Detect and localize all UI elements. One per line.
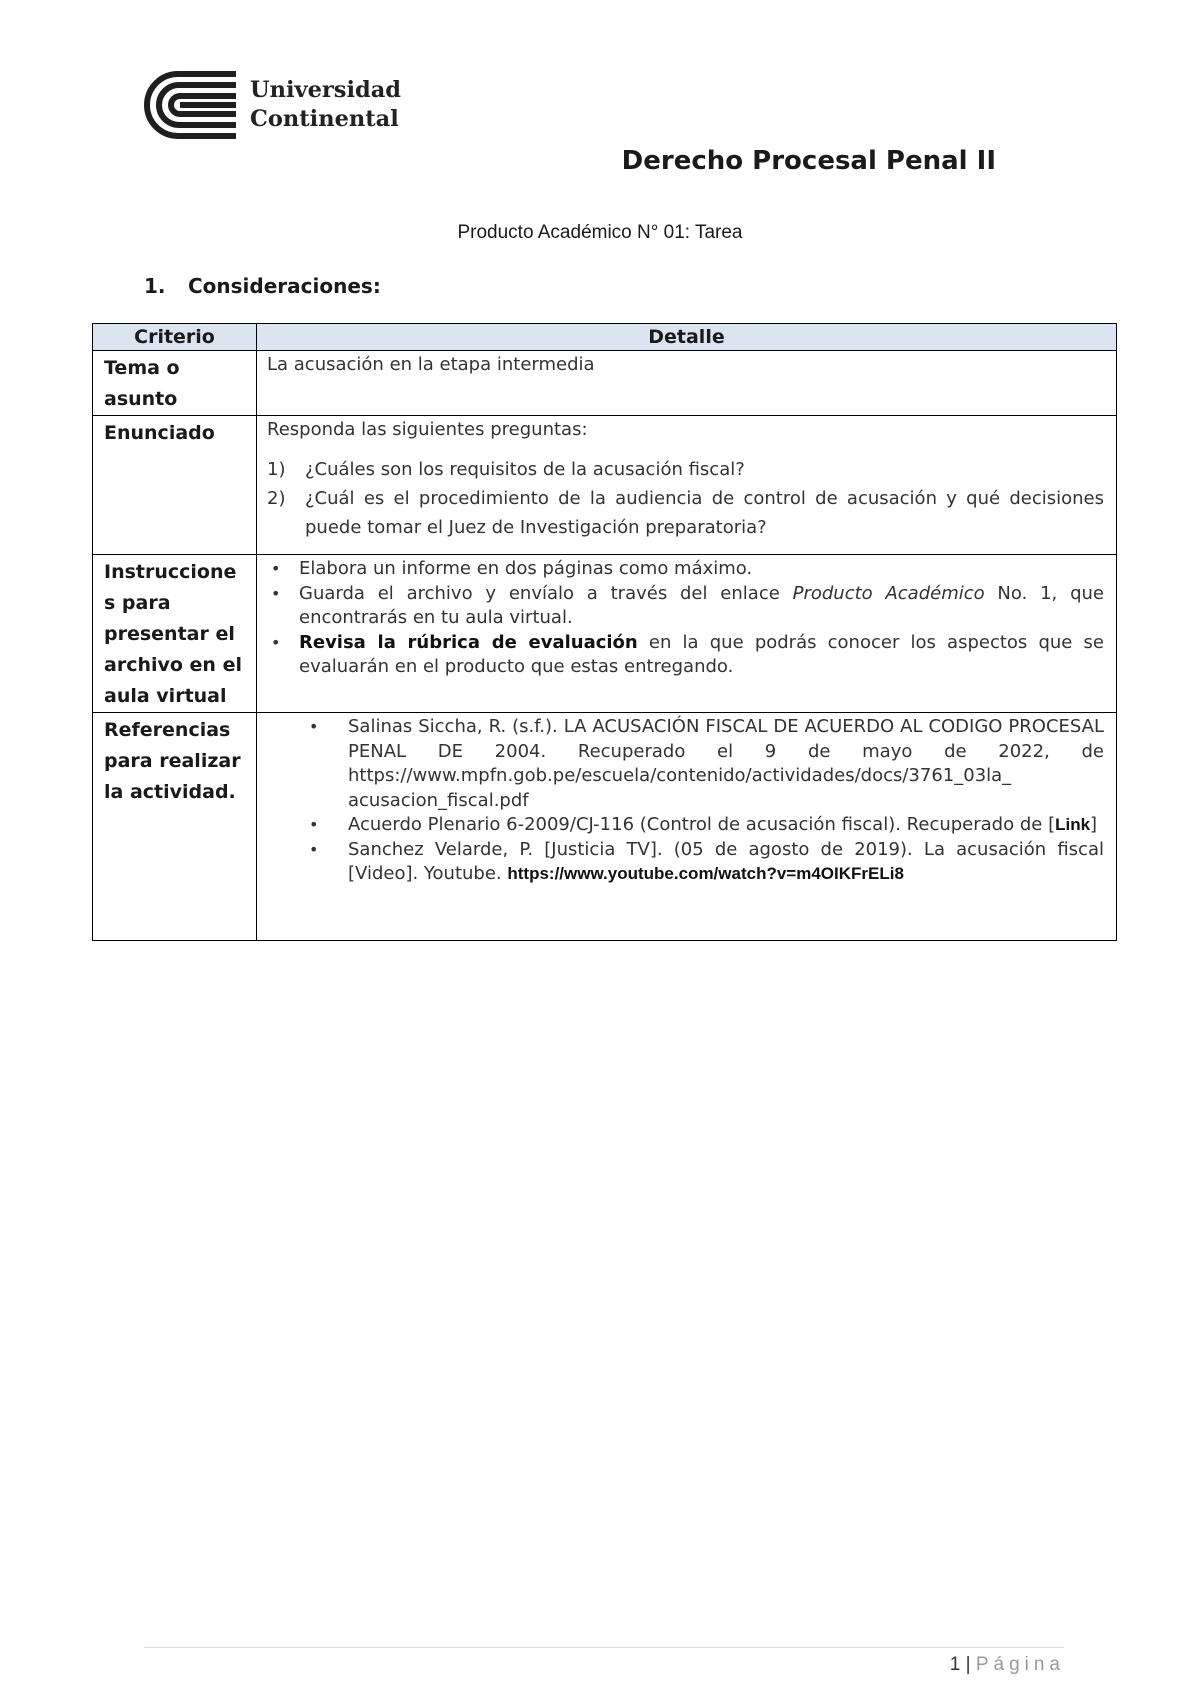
table-row-instrucciones xyxy=(93,555,1117,713)
bullet-icon: • xyxy=(271,583,281,603)
question-list xyxy=(267,455,1104,542)
page-footer xyxy=(950,1654,1065,1676)
label-instrucciones xyxy=(93,555,257,713)
label-line: Instruccione xyxy=(104,561,237,583)
table-row-tema xyxy=(93,351,1117,416)
rubric-emphasis: Revisa la rúbrica de evaluación xyxy=(299,631,638,653)
table-row-enunciado xyxy=(93,416,1117,555)
label-line: s para xyxy=(104,592,171,614)
question-number: 2) xyxy=(267,487,286,509)
label-line: la actividad. xyxy=(104,781,236,803)
label-line: archivo en el xyxy=(104,654,242,676)
question-text: ¿Cuál es el procedimiento de la audiencia de control de acusación y qué decisiones puede tomar el Juez de Investigación preparatoria? xyxy=(305,487,1104,538)
course-title: Derecho Procesal Penal II xyxy=(621,146,996,176)
reference-text: Acuerdo Plenario 6-2009/CJ-116 (Control de acusación fiscal). Recuperado de [ xyxy=(348,814,1056,835)
university-logo-icon xyxy=(142,70,238,140)
criteria-table xyxy=(92,323,1117,941)
header-detalle: Detalle xyxy=(257,324,1117,351)
list-item xyxy=(267,455,1104,484)
label-tema-line-1: Tema o xyxy=(104,357,180,379)
list-item xyxy=(267,838,1104,887)
question-number: 1) xyxy=(267,458,286,480)
bullet-icon: • xyxy=(309,717,319,736)
instruction-text: en la que podrás conocer los aspectos que se evaluarán en el producto que estas entregando. xyxy=(299,631,1104,677)
reference-list xyxy=(267,715,1104,887)
section-number: 1. xyxy=(144,274,166,298)
table-header-row xyxy=(93,324,1117,351)
reference-text: Salinas Siccha, R. (s.f.). LA ACUSACIÓN FISCAL DE ACUERDO AL CODIGO PROCESAL PENAL DE 2004. Recuperado el 9 de mayo de 2022, de https://www.mpfn.gob.pe/escuela/contenido/actividades/docs/3761_03la_ acusacion_fiscal.pdf xyxy=(348,716,1104,811)
instruction-list xyxy=(267,557,1104,680)
section-title: Consideraciones: xyxy=(188,274,381,298)
label-line: presentar el xyxy=(104,623,235,645)
enunciado-intro: Responda las siguientes preguntas: xyxy=(267,419,588,440)
instruction-text: Elabora un informe en dos páginas como máximo. xyxy=(299,558,753,579)
table-row-referencias xyxy=(93,713,1117,941)
product-title: Producto Académico N° 01: Tarea xyxy=(457,222,743,243)
bullet-icon: • xyxy=(271,632,281,652)
tema-text: La acusación en la etapa intermedia xyxy=(267,354,595,375)
detail-referencias xyxy=(257,713,1117,941)
reference-link[interactable]: Link xyxy=(1055,815,1091,834)
bullet-icon: • xyxy=(309,839,319,859)
youtube-link[interactable]: https://www.youtube.com/watch?v=m4OIKFrELi8 xyxy=(507,864,904,883)
page-label: Página xyxy=(975,1654,1065,1675)
detail-enunciado xyxy=(257,416,1117,555)
reference-text: ] xyxy=(1090,814,1098,835)
logo-line-2: Continental xyxy=(250,106,399,132)
label-tema xyxy=(93,351,257,416)
detail-tema xyxy=(257,351,1117,416)
bullet-icon: • xyxy=(309,815,319,834)
reference-text: Sanchez Velarde, P. [Justicia TV]. (05 de agosto de 2019). La acusación fiscal [Video]. Youtube. xyxy=(348,838,1104,884)
label-referencias xyxy=(93,713,257,941)
bullet-icon: • xyxy=(271,559,281,578)
list-item xyxy=(267,631,1104,680)
question-text: ¿Cuáles son los requisitos de la acusación fiscal? xyxy=(305,458,745,480)
header-criterio: Criterio xyxy=(93,324,257,351)
logo-wordmark xyxy=(250,76,401,134)
list-item xyxy=(267,582,1104,631)
list-item xyxy=(267,557,1104,582)
label-line: aula virtual xyxy=(104,685,227,707)
section-heading xyxy=(144,274,381,298)
instruction-text: No. 1, que encontrarás en tu aula virtual. xyxy=(299,582,1104,628)
label-tema-line-2: asunto xyxy=(104,388,178,410)
label-line: Referencias xyxy=(104,719,231,741)
label-line: para realizar xyxy=(104,750,241,772)
product-link-text: Producto Académico xyxy=(792,582,985,604)
footer-separator: | xyxy=(965,1654,971,1675)
label-enunciado: Enunciado xyxy=(93,416,257,555)
detail-instrucciones xyxy=(257,555,1117,713)
list-item xyxy=(267,484,1104,542)
page-number: 1 xyxy=(949,1654,961,1675)
list-item xyxy=(267,715,1104,813)
logo-line-1: Universidad xyxy=(250,77,402,103)
footer-divider xyxy=(144,1647,1064,1648)
university-logo xyxy=(142,70,402,142)
instruction-text: Guarda el archivo y envíalo a través del enlace xyxy=(299,582,793,604)
list-item xyxy=(267,813,1104,838)
